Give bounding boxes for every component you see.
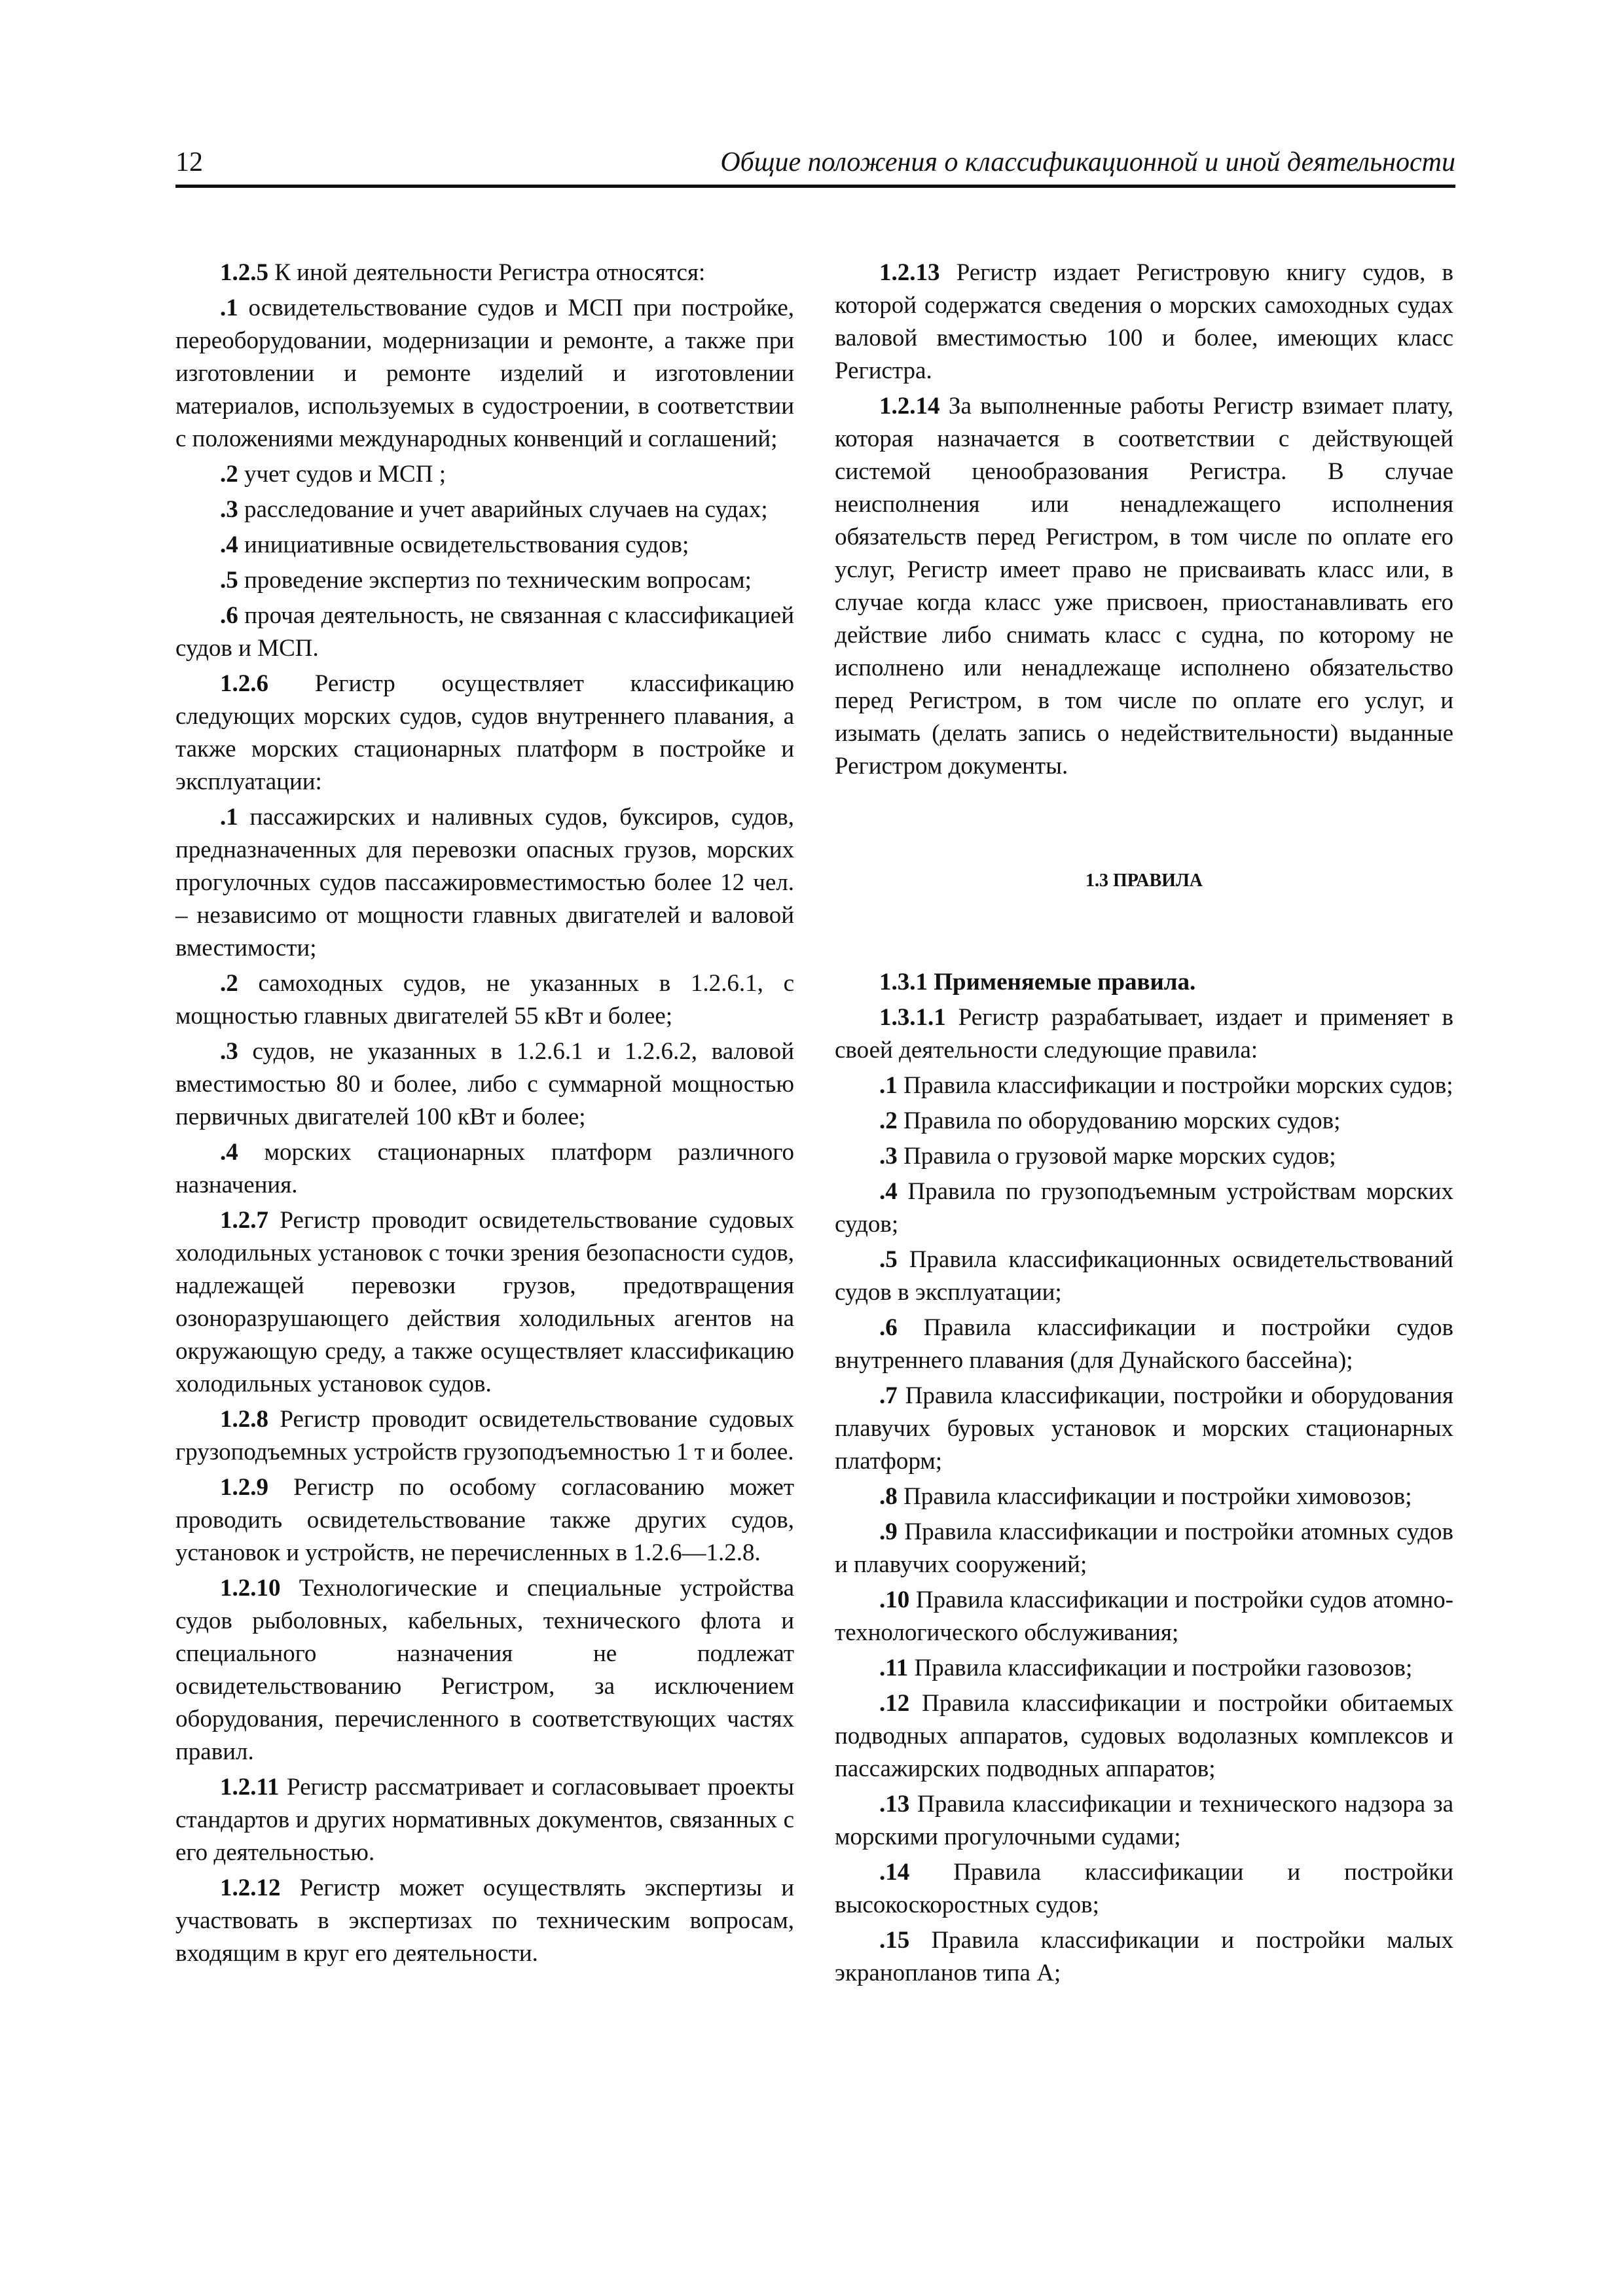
clause-text: Регистр разрабатывает, издает и применяет в своей деятельности следующие правила:: [835, 1004, 1453, 1064]
paragraph: [835, 1480, 1453, 1513]
clause-text: расследование и учет аварийных случаев на судах;: [238, 496, 768, 523]
paragraph: [835, 1584, 1453, 1649]
clause-number: 1.2.6: [220, 670, 268, 697]
paragraph: [835, 1788, 1453, 1854]
clause-number: 1.2.10: [220, 1575, 281, 1602]
clause-text: прочая деятельность, не связанная с классификацией судов и МСП.: [175, 602, 794, 662]
clause-number: 1.2.12: [220, 1874, 281, 1901]
clause-text: Регистр по особому согласованию может проводить освидетельствование также других судов, установок и устройств, не перечисленных в 1.2.6—1.2.8.: [175, 1474, 794, 1566]
clause-text: проведение экспертиз по техническим вопросам;: [238, 567, 752, 594]
paragraph: [835, 1516, 1453, 1581]
paragraph: [835, 1312, 1453, 1377]
paragraph: [175, 967, 794, 1033]
paragraph: [175, 458, 794, 491]
paragraph: [175, 257, 794, 289]
paragraph: [175, 1572, 794, 1768]
clause-text: За выполненные работы Регистр взимает плату, которая назначается в соответствии с действующей системой ценообразования Регистра. В случае неисполнения или ненадлежащего исполнения обязательств перед Регистром, в том числе по оплате его услуг, Регистр имеет право не присваивать класс или, в случае когда класс уже присвоен, приостанавливать его действие либо снимать класс с судна, по которому не исполнено или ненадлежаще исполнено обязательство перед Регистром, в том числе по оплате его услуг, и изымать (делать запись о недействительности) выданные Регистром документы.: [835, 393, 1453, 780]
paragraph: [835, 1140, 1453, 1173]
paragraph: [175, 1771, 794, 1869]
clause-text: Правила классификации и технического надзора за морскими прогулочными судами;: [835, 1791, 1453, 1850]
clause-number: .9: [879, 1518, 898, 1545]
clause-text: морских стационарных платформ различного назначения.: [175, 1139, 794, 1198]
clause-text: Правила классификации и постройки химовозов;: [897, 1483, 1412, 1510]
clause-number: .13: [879, 1791, 910, 1818]
clause-text: Правила классификации и постройки судов атомно-технологического обслуживания;: [835, 1587, 1453, 1646]
paragraph: [175, 668, 794, 798]
paragraph: [175, 1471, 794, 1570]
clause-text: судов, не указанных в 1.2.6.1 и 1.2.6.2, валовой вместимостью 80 и более, либо с суммарной мощностью первичных двигателей 100 кВт и более;: [175, 1038, 794, 1130]
clause-number: .1: [220, 804, 238, 831]
paragraph: [835, 257, 1453, 387]
clause-text: Правила классификации и постройки атомных судов и плавучих сооружений;: [835, 1518, 1453, 1578]
clause-number: 1.2.9: [220, 1474, 268, 1501]
clause-number: .3: [879, 1143, 898, 1170]
clause-text: Правила по оборудованию морских судов;: [897, 1107, 1341, 1134]
clause-number: .3: [220, 496, 238, 523]
clause-text: Правила классификации и постройки судов внутреннего плавания (для Дунайского бассейна);: [835, 1314, 1453, 1374]
paragraph: [835, 1924, 1453, 1990]
clause-number: .14: [879, 1859, 910, 1886]
paragraph: [175, 493, 794, 526]
clause-text: Регистр рассматривает и согласовывает проекты стандартов и других нормативных документов, связанных с его деятельностью.: [175, 1774, 794, 1866]
paragraph: [175, 292, 794, 456]
paragraph: [175, 564, 794, 597]
clause-text: Регистр может осуществлять экспертизы и участвовать в экспертизах по техническим вопросам, входящим в круг его деятельности.: [175, 1874, 794, 1967]
paragraph: [835, 1380, 1453, 1478]
clause-number: .3: [220, 1038, 238, 1065]
paragraph: [175, 1403, 794, 1469]
rules-list: [835, 1001, 1453, 1990]
clause-number: .1: [220, 295, 238, 321]
clause-number: 1.2.5: [220, 259, 268, 286]
clause-number: .12: [879, 1690, 910, 1717]
paragraph: [175, 801, 794, 965]
clause-text: Правила классификации и постройки малых экранопланов типа А;: [835, 1927, 1453, 1986]
paragraph: [175, 1136, 794, 1202]
paragraph: [835, 1856, 1453, 1922]
clause-text: Правила классификации, постройки и оборудования плавучих буровых установок и морских стационарных платформ;: [835, 1382, 1453, 1475]
clause-text: самоходных судов, не указанных в 1.2.6.1, с мощностью главных двигателей 55 кВт и более;: [175, 970, 794, 1030]
clause-text: пассажирских и наливных судов, буксиров, судов, предназначенных для перевозки опасных грузов, морских прогулочных судов пассажировместимостью более 12 чел. – независимо от мощности главных двигателей и валовой вместимости;: [175, 804, 794, 961]
paragraph: [835, 1652, 1453, 1685]
clause-number: .4: [879, 1178, 898, 1205]
paragraph: [175, 529, 794, 562]
clause-text: Регистр проводит освидетельствование судовых холодильных установок с точки зрения безопасности судов, надлежащей перевозки грузов, предотвращения озоноразрушающего действия холодильных агентов на окружающую среду, а также осуществляет классификацию холодильных установок судов.: [175, 1207, 794, 1397]
clause-text: К иной деятельности Регистра относятся:: [268, 259, 706, 286]
right-column: [835, 257, 1453, 1992]
paragraph: [175, 1872, 794, 1970]
clause-text: Регистр издает Регистровую книгу судов, в которой содержатся сведения о морских самоходных судах валовой вместимостью 100 и более, имеющих класс Регистра.: [835, 259, 1453, 384]
paragraph: [835, 1069, 1453, 1102]
clause-number: .10: [879, 1587, 910, 1613]
clause-text: Правила классификации и постройки газовозов;: [908, 1655, 1413, 1681]
clause-number: .2: [220, 970, 238, 997]
clause-number: .15: [879, 1927, 910, 1954]
section-heading: 1.3 ПРАВИЛА: [1085, 870, 1203, 891]
clause-text: освидетельствование судов и МСП при постройке, переоборудовании, модернизации и ремонте, а также при изготовлении и ремонте изделий и изготовлении материалов, используемых в судостроении, в соответствии с положениями международных конвенций и соглашений;: [175, 295, 794, 452]
clause-number: 1.2.7: [220, 1207, 268, 1234]
clause-text: Правила о грузовой марке морских судов;: [897, 1143, 1336, 1170]
paragraph: [835, 1244, 1453, 1309]
clause-text: Регистр проводит освидетельствование судовых грузоподъемных устройств грузоподъемностью 1 т и более.: [175, 1406, 794, 1465]
clause-text: Правила классификационных освидетельствований судов в эксплуатации;: [835, 1246, 1453, 1306]
clause-number: 1.2.8: [220, 1406, 268, 1433]
paragraph: [835, 1105, 1453, 1138]
clause-number: 1.2.14: [879, 393, 940, 420]
clause-number: .1: [879, 1072, 898, 1099]
page-number: 12: [175, 147, 203, 177]
clause-text: Правила классификации и постройки морских судов;: [897, 1072, 1453, 1099]
paragraph: [175, 1204, 794, 1401]
clause-number: .4: [220, 531, 238, 558]
clause-text: Правила по грузоподъемным устройствам морских судов;: [835, 1178, 1453, 1238]
clause-number: .4: [220, 1139, 238, 1166]
clause-number: .2: [220, 461, 238, 488]
clause-number: .7: [879, 1382, 898, 1409]
sub-heading: 1.3.1 Применяемые правила.: [879, 969, 1196, 996]
left-column: [175, 257, 794, 1973]
clause-number: .11: [879, 1655, 909, 1681]
clause-number: .6: [220, 602, 238, 629]
clause-number: .8: [879, 1483, 898, 1510]
running-title: Общие положения о классификационной и иной деятельности: [720, 147, 1455, 177]
right-column-top: [835, 257, 1453, 783]
clause-number: .2: [879, 1107, 898, 1134]
paragraph: [175, 1035, 794, 1134]
clause-number: 1.2.13: [879, 259, 940, 286]
paragraph: [835, 1687, 1453, 1785]
paragraph: [835, 390, 1453, 783]
clause-number: .5: [220, 567, 238, 594]
clause-text: Регистр осуществляет классификацию следующих морских судов, судов внутреннего плавания, а также морских стационарных платформ в постройке и эксплуатации:: [175, 670, 794, 795]
page-header: [175, 145, 1455, 188]
clause-text: учет судов и МСП ;: [238, 461, 446, 488]
clause-text: Правила классификации и постройки высокоскоростных судов;: [835, 1859, 1453, 1918]
clause-text: инициативные освидетельствования судов;: [238, 531, 689, 558]
paragraph: [835, 1175, 1453, 1241]
paragraph: [175, 600, 794, 665]
clause-number: 1.2.11: [220, 1774, 280, 1801]
clause-number: 1.3.1.1: [879, 1004, 946, 1031]
clause-text: Правила классификации и постройки обитаемых подводных аппаратов, судовых водолазных комплексов и пассажирских подводных аппаратов;: [835, 1690, 1453, 1782]
clause-number: .5: [879, 1246, 898, 1273]
clause-text: Технологические и специальные устройства судов рыболовных, кабельных, технического флота и специального назначения не подлежат освидетельствованию Регистром, за исключением оборудования, перечисленного в соответствующих частях правил.: [175, 1575, 794, 1765]
paragraph: [835, 1001, 1453, 1067]
clause-number: .6: [879, 1314, 898, 1341]
